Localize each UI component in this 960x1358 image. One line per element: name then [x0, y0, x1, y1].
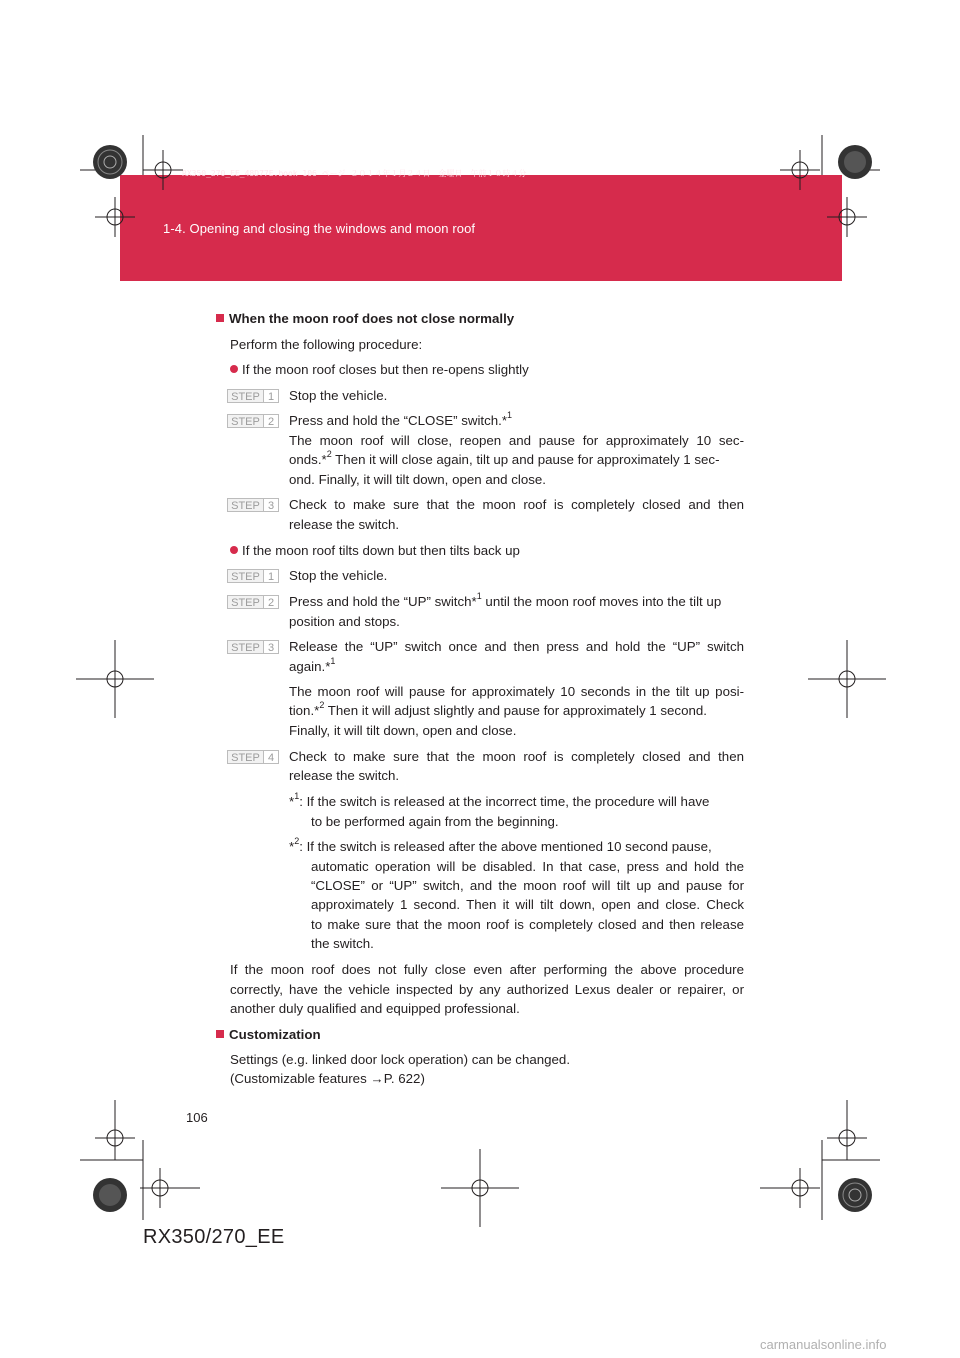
case-b-step4-line1: Check to make sure that the moon roof is completely closed and then — [289, 749, 744, 764]
dot-bullet-icon — [230, 365, 238, 373]
case-a-step2-line1: Press and hold the “CLOSE” switch.*$^1$ — [289, 409, 513, 428]
case-b-step3-line5: Finally, it will tilt down, open and close. — [289, 723, 517, 738]
note2-line3: “CLOSE” or “UP” switch, and the moon roof will tilt up and pause for — [311, 878, 744, 893]
case-b-step2-line1: Press and hold the “UP” switch*$^1$ until the moon roof moves into the tilt up — [289, 590, 722, 609]
case-a-step1: Stop the vehicle. — [289, 388, 388, 403]
registration-mark — [760, 1168, 820, 1208]
step-badge: STEP 1 — [227, 569, 279, 583]
registration-mark — [140, 1168, 200, 1208]
case-a-step3-line2: release the switch. — [289, 517, 400, 532]
case-a-step2-line2: The moon roof will close, reopen and pause for approximately 10 sec- — [289, 433, 744, 448]
case-b-step2-line2: position and stops. — [289, 614, 400, 629]
case-b-step3-line4: tion.*$^2$ Then it will adjust slightly and pause for approximately 1 second. — [289, 699, 707, 718]
watermark: carmanualsonline.info — [760, 1337, 887, 1352]
case-a-step3-line1: Check to make sure that the moon roof is completely closed and then — [289, 497, 744, 512]
step-badge: STEP 1 — [227, 389, 279, 403]
registration-mark — [95, 1100, 135, 1160]
step-badge: STEP 4 — [227, 750, 279, 764]
fallback-line3: another duly qualified and equipped professional. — [230, 1001, 520, 1016]
note2-line2: automatic operation will be disabled. In that case, press and hold the — [311, 859, 744, 874]
case-b-step3-line2: again.*$^1$ — [289, 655, 336, 674]
note1-line2: to be performed again from the beginning. — [311, 814, 559, 829]
dot-bullet-icon — [230, 546, 238, 554]
case-b-step3-line3: The moon roof will pause for approximately 10 seconds in the tilt up posi- — [289, 684, 744, 699]
step-badge: STEP 3 — [227, 498, 279, 512]
registration-mark — [808, 640, 886, 718]
registration-mark — [441, 1149, 519, 1227]
registration-mark — [76, 640, 154, 718]
case-a-step2-line3: onds.*$^2$ Then it will close again, tilt up and pause for approximately 1 sec- — [289, 448, 720, 467]
intro-text: Perform the following procedure: — [230, 337, 423, 352]
customization-line2: (Customizable features →P. 622) — [230, 1071, 425, 1086]
registration-mark — [780, 150, 820, 190]
section-title: 1-4. Opening and closing the windows and moon roof — [163, 221, 476, 236]
note2-line1: *$^2$: If the switch is released after the above mentioned 10 second pause, — [289, 835, 712, 854]
fallback-line1: If the moon roof does not fully close even after performing the above procedure — [230, 962, 744, 977]
note2-line6: the switch. — [311, 936, 374, 951]
case-a-title: If the moon roof closes but then re-opens slightly — [230, 360, 529, 379]
step-badge: STEP 2 — [227, 414, 279, 428]
color-target — [93, 145, 127, 179]
fallback-line2: correctly, have the vehicle inspected by any authorized Lexus dealer or repairer, or — [230, 982, 744, 997]
step-badge: STEP 3 — [227, 640, 279, 654]
color-target — [838, 1178, 872, 1212]
file-stamp: RX350_270_EE_48D77E.book 106 ページ ２０１４年１月２４日 金曜日 午前１０時４分 — [182, 169, 527, 178]
case-b-step3-line1: Release the “UP” switch once and then press and hold the “UP” switch — [289, 639, 744, 654]
section-heading-moon-roof: When the moon roof does not close normally — [216, 309, 514, 328]
case-a-step2-line4: ond. Finally, it will tilt down, open and close. — [289, 472, 546, 487]
case-b-step4-line2: release the switch. — [289, 768, 400, 783]
color-target — [838, 145, 872, 179]
step-badge: STEP 2 — [227, 595, 279, 609]
square-bullet-icon — [216, 314, 224, 322]
registration-mark — [827, 197, 867, 237]
model-label: RX350/270_EE — [143, 1226, 285, 1248]
registration-mark — [95, 197, 135, 237]
square-bullet-icon — [216, 1030, 224, 1038]
case-b-title: If the moon roof tilts down but then tilts back up — [230, 541, 520, 560]
note2-line5: to make sure that the moon roof is completely closed and then release — [311, 917, 744, 932]
customization-line1: Settings (e.g. linked door lock operation) can be changed. — [230, 1052, 571, 1067]
case-b-step1: Stop the vehicle. — [289, 568, 388, 583]
section-heading-customization: Customization — [216, 1025, 321, 1044]
registration-mark — [827, 1100, 867, 1160]
registration-mark — [143, 150, 183, 190]
page-number: 106 — [186, 1110, 208, 1125]
color-target — [93, 1178, 127, 1212]
note1-line1: *$^1$: If the switch is released at the incorrect time, the procedure will have — [289, 790, 710, 809]
note2-line4: approximately 1 second. Then it will tilt down, open and close. Check — [311, 897, 744, 912]
